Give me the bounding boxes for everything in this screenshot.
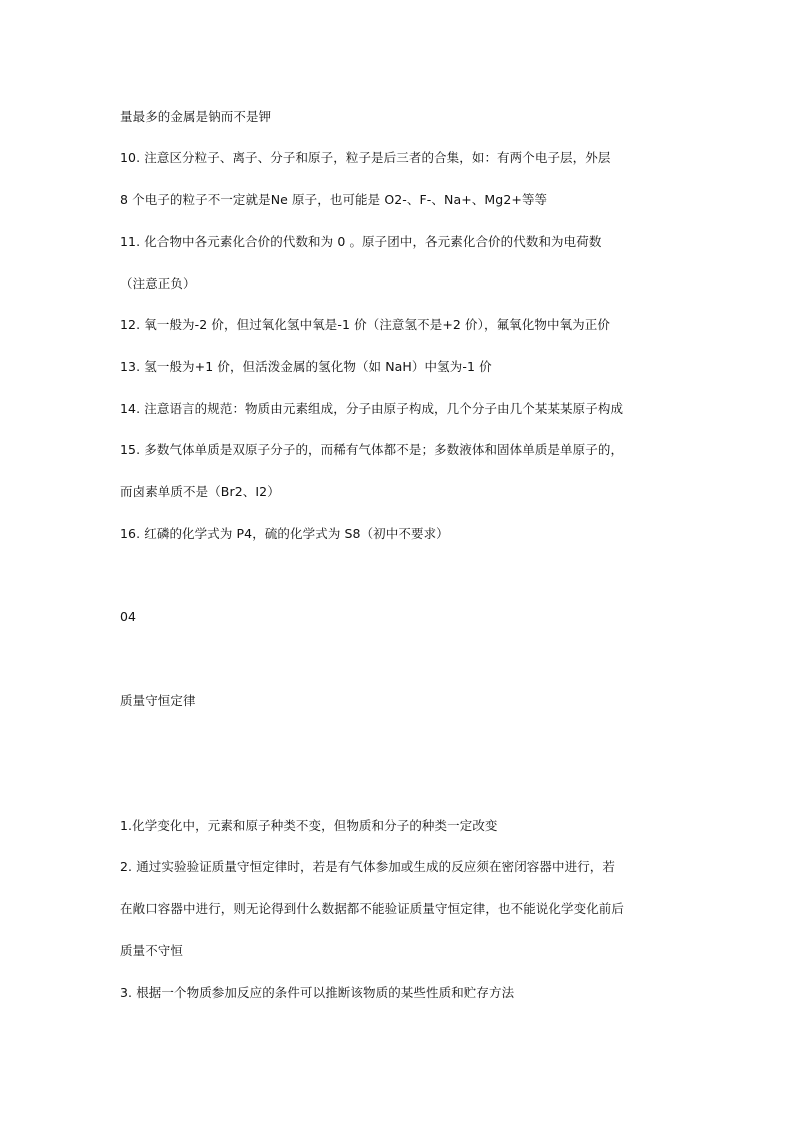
text-line: 3. 根据一个物质参加反应的条件可以推断该物质的某些性质和贮存方法 [120, 985, 515, 1000]
text-line: 质量不守恒 [120, 943, 184, 958]
text-line: 11. 化合物中各元素化合价的代数和为 0 。原子团中，各元素化合价的代数和为电荷数 [120, 234, 602, 249]
text-line: 13. 氢一般为+1 价，但活泼金属的氢化物（如 NaH）中氢为-1 价 [120, 359, 492, 374]
text-line: 14. 注意语言的规范：物质由元素组成，分子由原子构成，几个分子由几个某某某原子构成 [120, 401, 624, 416]
text-line: 8 个电子的粒子不一定就是Ne 原子，也可能是 O2-、F-、Na+、Mg2+等等 [120, 192, 548, 207]
text-line: 在敞口容器中进行，则无论得到什么数据都不能验证质量守恒定律，也不能说化学变化前后 [120, 901, 625, 916]
text-line: 16. 红磷的化学式为 P4，硫的化学式为 S8（初中不要求） [120, 526, 449, 541]
text-line: 量最多的金属是钠而不是钾 [120, 109, 272, 124]
text-line: 1.化学变化中，元素和原子种类不变，但物质和分子的种类一定改变 [120, 818, 498, 833]
text-line: 12. 氧一般为-2 价，但过氧化氢中氧是-1 价（注意氢不是+2 价），氟氧化物中氧为正价 [120, 317, 610, 332]
text-line: 10. 注意区分粒子、离子、分子和原子，粒子是后三者的合集，如：有两个电子层，外层 [120, 150, 611, 165]
text-line: 15. 多数气体单质是双原子分子的，而稀有气体都不是；多数液体和固体单质是单原子的， [120, 442, 624, 457]
text-line: 而卤素单质不是（Br2、I2） [120, 484, 280, 499]
section-heading: 质量守恒定律 [120, 693, 196, 708]
text-line: 2. 通过实验验证质量守恒定律时，若是有气体参加或生成的反应须在密闭容器中进行，若 [120, 859, 616, 874]
section-number: 04 [120, 609, 137, 624]
text-line: （注意正负） [120, 276, 196, 291]
